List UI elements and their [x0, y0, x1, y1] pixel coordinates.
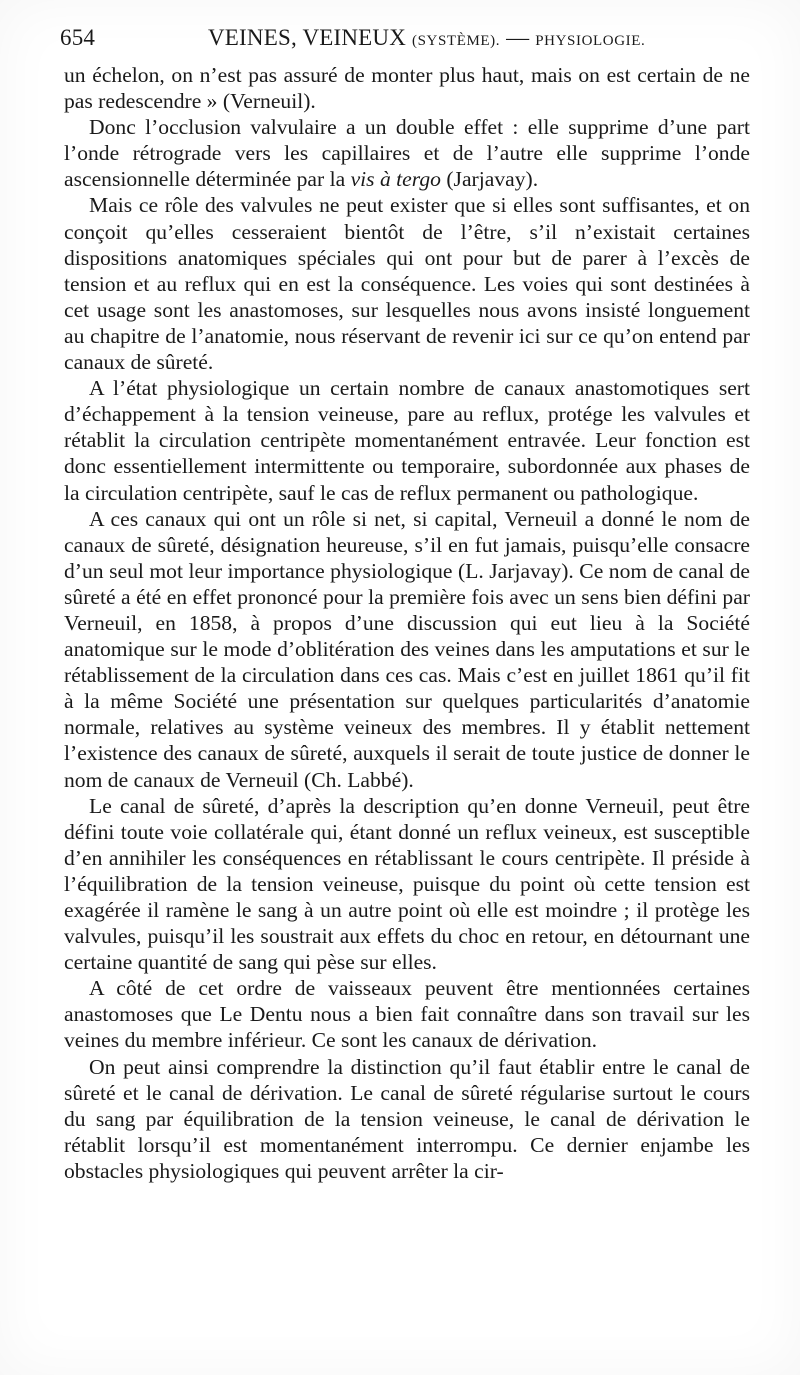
paragraph-text: Mais ce rôle des valvules ne peut exister que si elles sont suffisantes, et on conçoit qu’elles cesseraient bientôt de l’être, s’il n’existait certaines dispositions anatomiques spéciales qui ont pour but de parer à l’excès de tension et au reflux qui en est la conséquence. Les voies qui sont destinées à cet usage sont les anastomoses, sur lesquelles nous avons insisté longuement au chapitre de l’anatomie, nous réservant de revenir ici sur ce qu’on entend par canaux de sûreté.	[64, 193, 750, 375]
paragraph-text: un échelon, on n’est pas assuré de monter plus haut, mais on est certain de ne pas redescendre » (Verneuil).	[64, 63, 750, 114]
paragraph	[64, 975, 750, 1053]
running-title-main: VEINES, VEINEUX	[208, 25, 407, 50]
running-title-dash: —	[506, 25, 530, 50]
italic-phrase: vis à tergo	[350, 167, 441, 192]
paragraph-text-after: (Jarjavay).	[440, 167, 539, 192]
paragraph-text: On peut ainsi comprendre la distinction qu’il faut établir entre le canal de sûreté et le canal de dérivation. Le canal de sûreté régularise surtout le cours du sang par équilibration de la tension veineuse, le canal de dérivation le rétablit lorsqu’il est momentanément interrompu. Ce dernier enjambe les obstacles physiologiques qui peuvent arrêter la cir-	[64, 1054, 750, 1183]
paragraph	[64, 793, 750, 976]
running-title-paren: (SYSTÈME).	[412, 33, 501, 49]
paragraph	[64, 114, 750, 192]
page-number: 654	[60, 25, 96, 50]
paragraph-text: A l’état physiologique un certain nombre de canaux anastomotiques sert d’échappement à la tension veineuse, pare au reflux, protége les valvules et rétablit la circulation centripète momentanément entravée. Leur fonction est donc essentiellement intermittente ou temporaire, subordonnée aux phases de la circulation centripète, sauf le cas de reflux permanent ou pathologique.	[64, 376, 750, 505]
paragraph	[64, 375, 750, 505]
paragraph-text: A ces canaux qui ont un rôle si net, si capital, Verneuil a donné le nom de canaux de sûreté, désignation heureuse, s’il en fut jamais, puisqu’elle consacre d’un seul mot leur importance physiologique (L. Jarjavay). Ce nom de canal de sûreté a été en effet prononcé pour la première fois avec un sens bien défini par Verneuil, en 1858, à propos d’une discussion qui eut lieu à la Société anatomique sur le mode d’oblitération des veines dans les amputations et sur le rétablissement de la circulation dans ces cas. Mais c’est en juillet 1861 qu’il fit à la même Société une présentation sur quelques particularités d’anatomie normale, relatives au système veineux des membres. Il y établit nettement l’existence des canaux de sûreté, auxquels il serait de toute justice de donner le nom de canaux de Verneuil (Ch. Labbé).	[64, 506, 750, 792]
paragraph-text: Le canal de sûreté, d’après la description qu’en donne Verneuil, peut être défini toute voie collatérale qui, étant donné un reflux veineux, est susceptible d’en annihiler les conséquences en rétablissant le cours centripète. Il préside à l’équilibration de la tension veineuse, puisque du point où cette tension est exagérée il ramène le sang à un autre point où elle est moindre ; il protège les valvules, puisqu’il les soustrait aux effets du choc en retour, en détournant une certaine quantité de sang qui pèse sur elles.	[64, 793, 750, 975]
running-title-section: PHYSIOLOGIE.	[535, 33, 646, 49]
paragraph	[64, 506, 750, 793]
paragraph	[64, 62, 750, 114]
paragraph	[64, 1054, 750, 1184]
paragraph	[64, 192, 750, 375]
body-text	[64, 62, 750, 1184]
paragraph-text: A côté de cet ordre de vaisseaux peuvent être mentionnées certaines anastomoses que Le Dentu nous a bien fait connaître dans son travail sur les veines du membre inférieur. Ce sont les canaux de dérivation.	[64, 976, 750, 1053]
paragraph-text: Donc l’occlusion valvulaire a un double effet : elle supprime d’une part l’onde rétrograde vers les capillaires et de l’autre elle supprime l’onde ascensionnelle déterminée par la	[64, 115, 750, 192]
running-head	[60, 22, 750, 54]
running-title	[208, 22, 645, 57]
